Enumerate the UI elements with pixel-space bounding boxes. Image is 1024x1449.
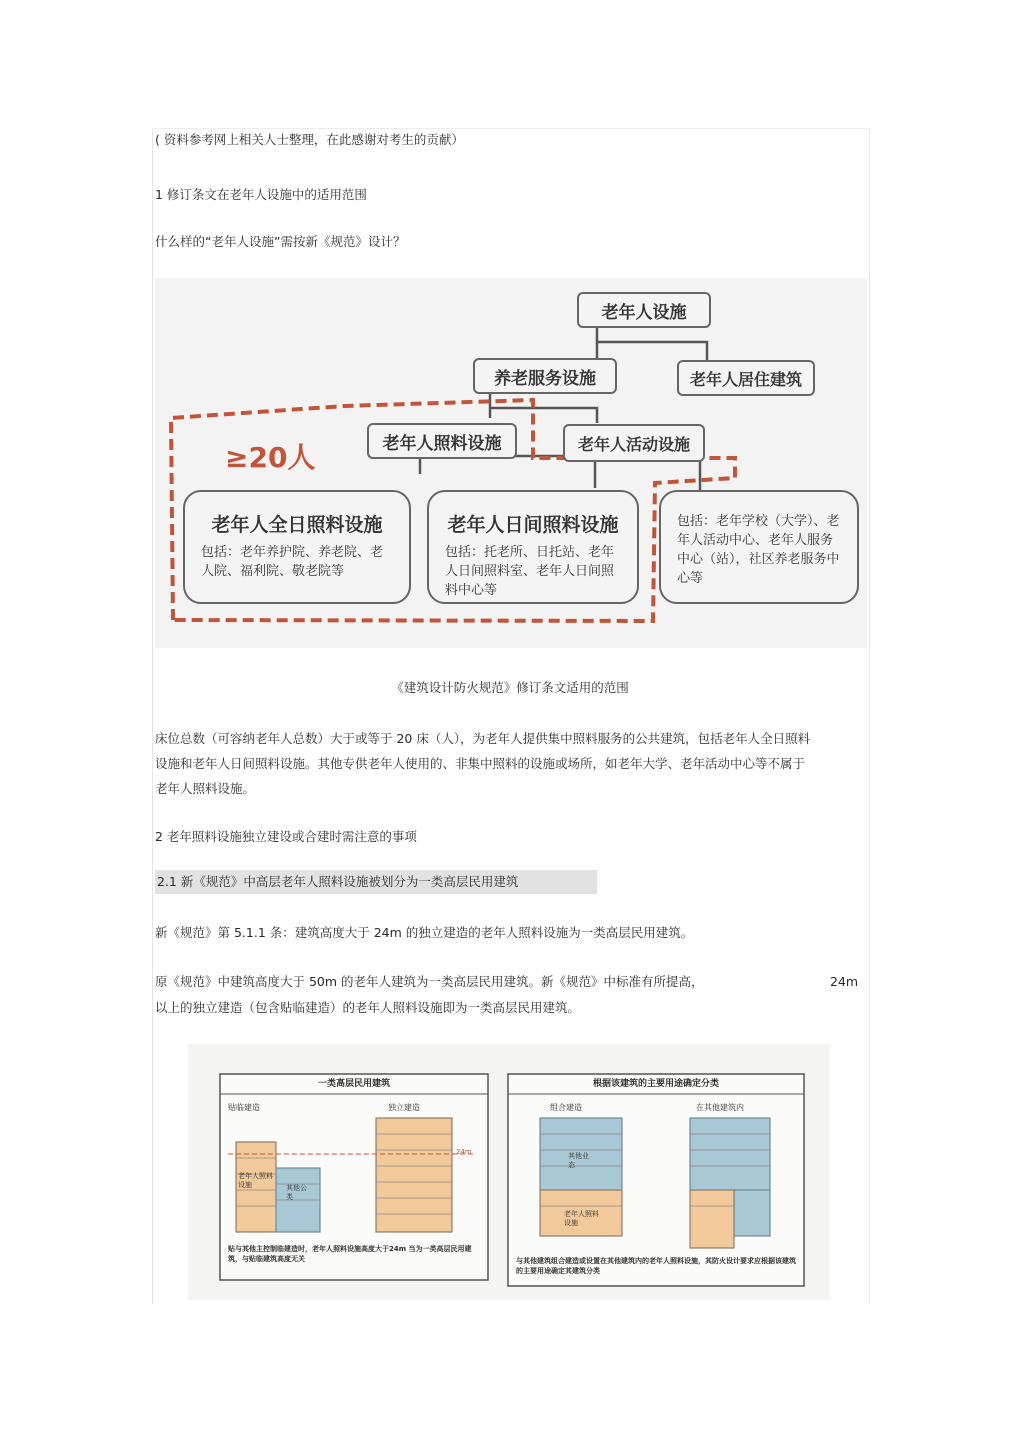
fullday-title: 老年人全日照料设施 [211,514,383,536]
right-other-use: 其他业态 [568,1152,589,1169]
section2-line2-height: 24m [830,974,859,989]
left-note: 贴与其他主控制临建造时，老年人照料设施高度大于24m 当为一类高层民用建筑，与贴临建筑高度无关 [228,1245,472,1263]
threshold-label: ≥20人 [225,441,316,474]
subheading-text: 2.1 新《规范》中高层老年人照料设施被划分为一类高层民用建筑 [155,870,597,894]
section1-heading: 1 修订条文在老年人设施中的适用范围 [155,187,367,202]
daycare-box [427,490,639,604]
applicability-flowchart [155,278,867,648]
daycare-desc: 包括：托老所、日托站、老年人日间照料室、老年人日间照料中心等 [445,545,615,598]
fullday-desc: 包括：老年养护院、养老院、老人院、福利院、敬老院等 [201,545,384,579]
section2-line2: 原《规范》中建筑高度大于 50m 的老年人建筑为一类高层民用建筑。新《规范》中标准有所提高， [155,974,704,989]
right-elder-label: 老年人照料设施 [564,1210,599,1227]
section2-line3: 以上的独立建造（包含贴临建造）的老年人照料设施即为一类高层民用建筑。 [155,1000,581,1015]
node-activity-facilities: 老年人活动设施 [563,424,705,462]
node-care-facilities: 老年人照料设施 [367,423,517,459]
right-sub-inside: 在其他建筑内 [696,1103,744,1112]
section2-line1: 新《规范》第 5.1.1 条：建筑高度大于 24m 的独立建造的老年人照料设施为一类高层民用建筑。 [155,925,694,940]
left-other-label: 其他公类 [286,1184,307,1201]
activity-desc: 包括：老年学校（大学）、老年人活动中心、老年人服务中心（站），社区养老服务中心等 [677,514,840,586]
section2-heading: 2 老年照料设施独立建设或合建时需注意的事项 [155,829,417,844]
left-sub-adjacent: 贴临建造 [228,1103,260,1112]
activity-box [659,490,859,604]
right-note: 与其他建筑组合建造或设置在其他建筑内的老年人照料设施，其防火设计要求应根据该建筑的主要用途确定其建筑分类 [516,1257,796,1275]
node-elder-facilities: 老年人设施 [577,292,711,328]
figure1-caption: 《建筑设计防火规范》修订条文适用的范围 [391,680,629,695]
source-note: ( 资料参考网上相关人士整理，在此感谢对考生的贡献） [155,132,464,147]
left-panel-title: 一类高层民用建筑 [317,1079,390,1089]
paragraph-definition: 床位总数（可容纳老年人总数）大于或等于 20 床（人），为老年人提供集中照料服务的公共建筑，包括老年人全日照料设施和老年人日间照料设施。其他专供老年人使用的、非集中照料的设施或场所，如老年大学、老年活动中心等不属于老年人照料设施。 [155,731,811,796]
section1-question: 什么样的“老年人设施”需按新《规范》设计？ [155,234,406,249]
right-sub-combined: 组合建造 [550,1103,582,1112]
height-mark: 24m [456,1148,472,1156]
left-sub-independent: 独立建造 [388,1103,420,1112]
section2-subheading [155,870,595,894]
classification-diagram [188,1044,830,1300]
left-elder-label: 老年人照料设施 [238,1172,273,1189]
fullday-care-box [183,490,411,604]
node-elderly-service: 养老服务设施 [473,358,617,394]
node-residential: 老年人居住建筑 [677,360,815,396]
daycare-title: 老年人日间照料设施 [447,514,619,536]
right-panel-title: 根据该建筑的主要用途确定分类 [592,1079,719,1089]
